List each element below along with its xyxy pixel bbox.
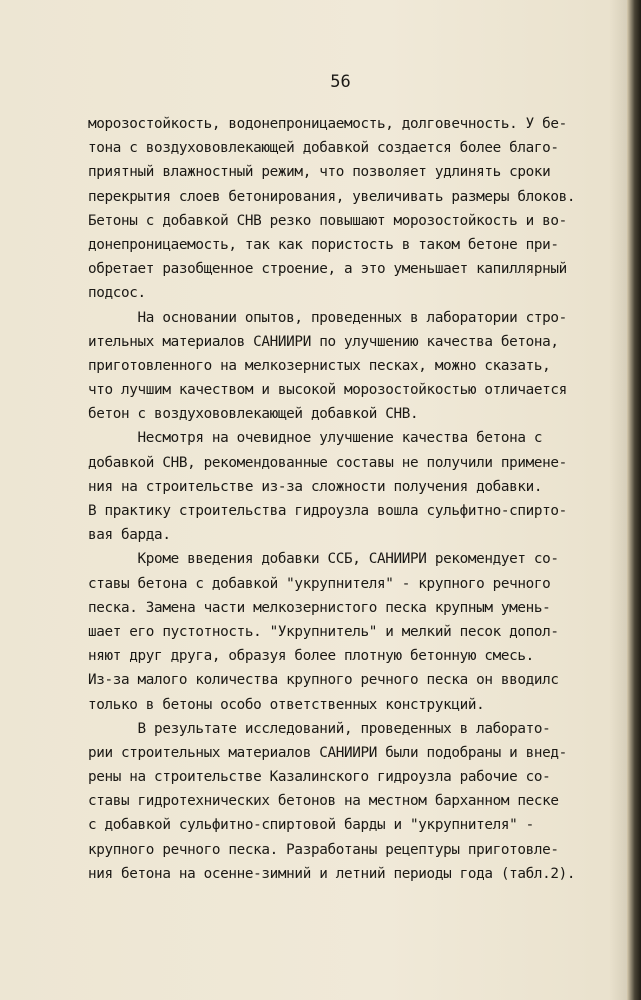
text-line: подсос. <box>88 285 146 302</box>
text-line: Несмотря на очевидное улучшение качества бетона с <box>88 430 543 447</box>
text-line: морозостойкость, водонепроницаемость, долговечность. У бе- <box>88 116 567 132</box>
text-line: рены на строительстве Казалинского гидроузла рабочие со- <box>88 769 551 786</box>
text-line: бетон с воздухововлекающей добавкой СНВ. <box>88 406 419 423</box>
text-line: перекрытия слоев бетонирования, увеличивать размеры блоков. <box>88 188 576 205</box>
text-line: В результате исследований, проведенных в лаборато- <box>88 720 551 737</box>
text-line: Бетоны с добавкой СНВ резко повышают морозостойкость и во- <box>88 212 567 229</box>
text-line: добавкой СНВ, рекомендованные составы не получили примене- <box>88 454 567 471</box>
text-line: рии строительных материалов САНИИРИ были подобраны и внед- <box>88 744 567 761</box>
book-binding-edge <box>627 0 641 1000</box>
text-line: няют друг друга, образуя более плотную бетонную смесь. <box>88 648 534 665</box>
text-line: ставы бетона с добавкой "укрупнителя" - крупного речного <box>88 575 551 592</box>
text-line: Кроме введения добавки ССБ, САНИИРИ рекомендует со- <box>88 551 559 568</box>
body-text <box>88 112 616 886</box>
text-line: донепроницаемость, так как пористость в таком бетоне при- <box>88 236 559 253</box>
text-line: что лучшим качеством и высокой морозостойкостью отличается <box>88 382 567 399</box>
text-line: вая барда. <box>88 527 171 544</box>
text-line: приятный влажностный режим, что позволяет удлинять сроки <box>88 164 551 181</box>
text-line: ставы гидротехнических бетонов на местном барханном песке <box>88 793 559 810</box>
text-line: ительных материалов САНИИРИ по улучшению качества бетона, <box>88 333 559 350</box>
page-number: 56 <box>330 72 351 92</box>
text-line: ния бетона на осенне-зимний и летний периоды года (табл.2). <box>88 865 576 882</box>
text-line: крупного речного песка. Разработаны рецептуры приготовле- <box>88 841 559 858</box>
text-line: В практику строительства гидроузла вошла сульфитно-спирто- <box>88 503 567 519</box>
text-line: приготовленного на мелкозернистых песках, можно сказать, <box>88 357 551 374</box>
text-line: с добавкой сульфитно-спиртовой барды и "укрупнителя" - <box>88 817 534 834</box>
text-line: ния на строительстве из-за сложности получения добавки. <box>88 478 543 495</box>
text-line: только в бетоны особо ответственных конструкций. <box>88 696 485 713</box>
text-line: шает его пустотность. "Укрупнитель" и мелкий песок допол- <box>88 623 559 640</box>
text-line: На основании опытов, проведенных в лаборатории стро- <box>88 309 567 326</box>
text-line: Из-за малого количества крупного речного песка он вводилс <box>88 672 559 689</box>
text-line: тона с воздухововлекающей добавкой создается более благо- <box>88 140 559 157</box>
text-line: обретает разобщенное строение, а это уменьшает капиллярный <box>88 261 567 278</box>
text-line: песка. Замена части мелкозернистого песка крупным умень- <box>88 599 551 616</box>
